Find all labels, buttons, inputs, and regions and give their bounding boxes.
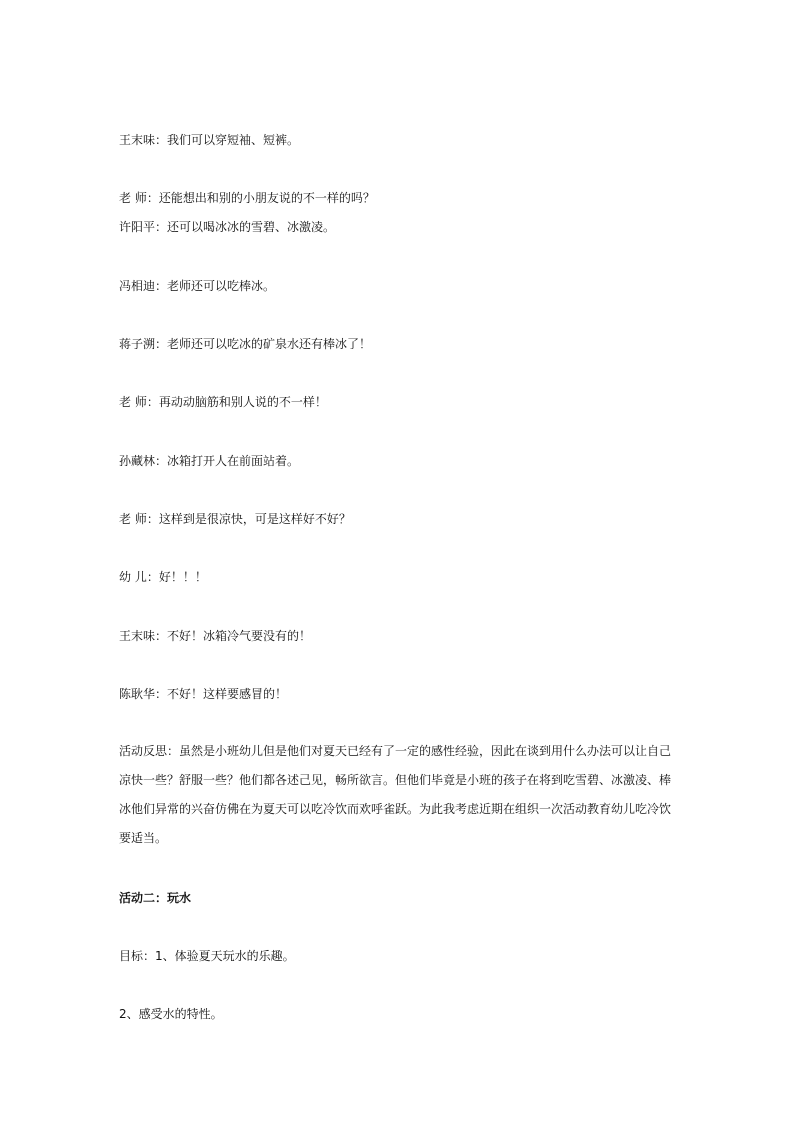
dialogue-line: 王末味：不好！冰箱冷气要没有的！ [119, 629, 312, 643]
dialogue-line: 老 师：再动动脑筋和别人说的不一样！ [119, 395, 327, 409]
dialogue-line: 陈耿华：不好！这样要感冒的！ [119, 687, 288, 701]
dialogue-line: 老 师：还能想出和别的小朋友说的不一样的吗？ [119, 191, 375, 205]
dialogue-line: 许阳平：还可以喝冰冰的雪碧、冰激凌。 [119, 220, 336, 234]
goal-line: 2、感受水的特性。 [119, 1007, 223, 1021]
dialogue-line: 老 师：这样到是很凉快，可是这样好不好？ [119, 512, 351, 526]
dialogue-line: 蒋子溯：老师还可以吃冰的矿泉水还有棒冰了！ [119, 337, 372, 351]
dialogue-line: 孙藏林：冰箱打开人在前面站着。 [119, 454, 300, 468]
activity-heading: 活动二：玩水 [119, 891, 192, 905]
reflection-paragraph: 活动反思：虽然是小班幼儿但是他们对夏天已经有了一定的感性经验，因此在谈到用什么办法可以让自己凉快一些？舒服一些？他们都各述己见，畅所欲言。但他们毕竟是小班的孩子在将到吃雪碧、冰激凌、棒冰他们异常的兴奋仿佛在为夏天可以吃冷饮而欢呼雀跃。为此我考虑近期在组织一次活动教育幼儿吃冷饮要适当。 [119, 744, 672, 845]
dialogue-line: 冯相迪：老师还可以吃棒冰。 [119, 279, 276, 293]
dialogue-line: 幼 儿：好！！！ [119, 570, 207, 584]
goal-line: 目标：1、体验夏天玩水的乐趣。 [119, 949, 295, 963]
dialogue-line: 王末味：我们可以穿短袖、短裤。 [119, 133, 300, 147]
